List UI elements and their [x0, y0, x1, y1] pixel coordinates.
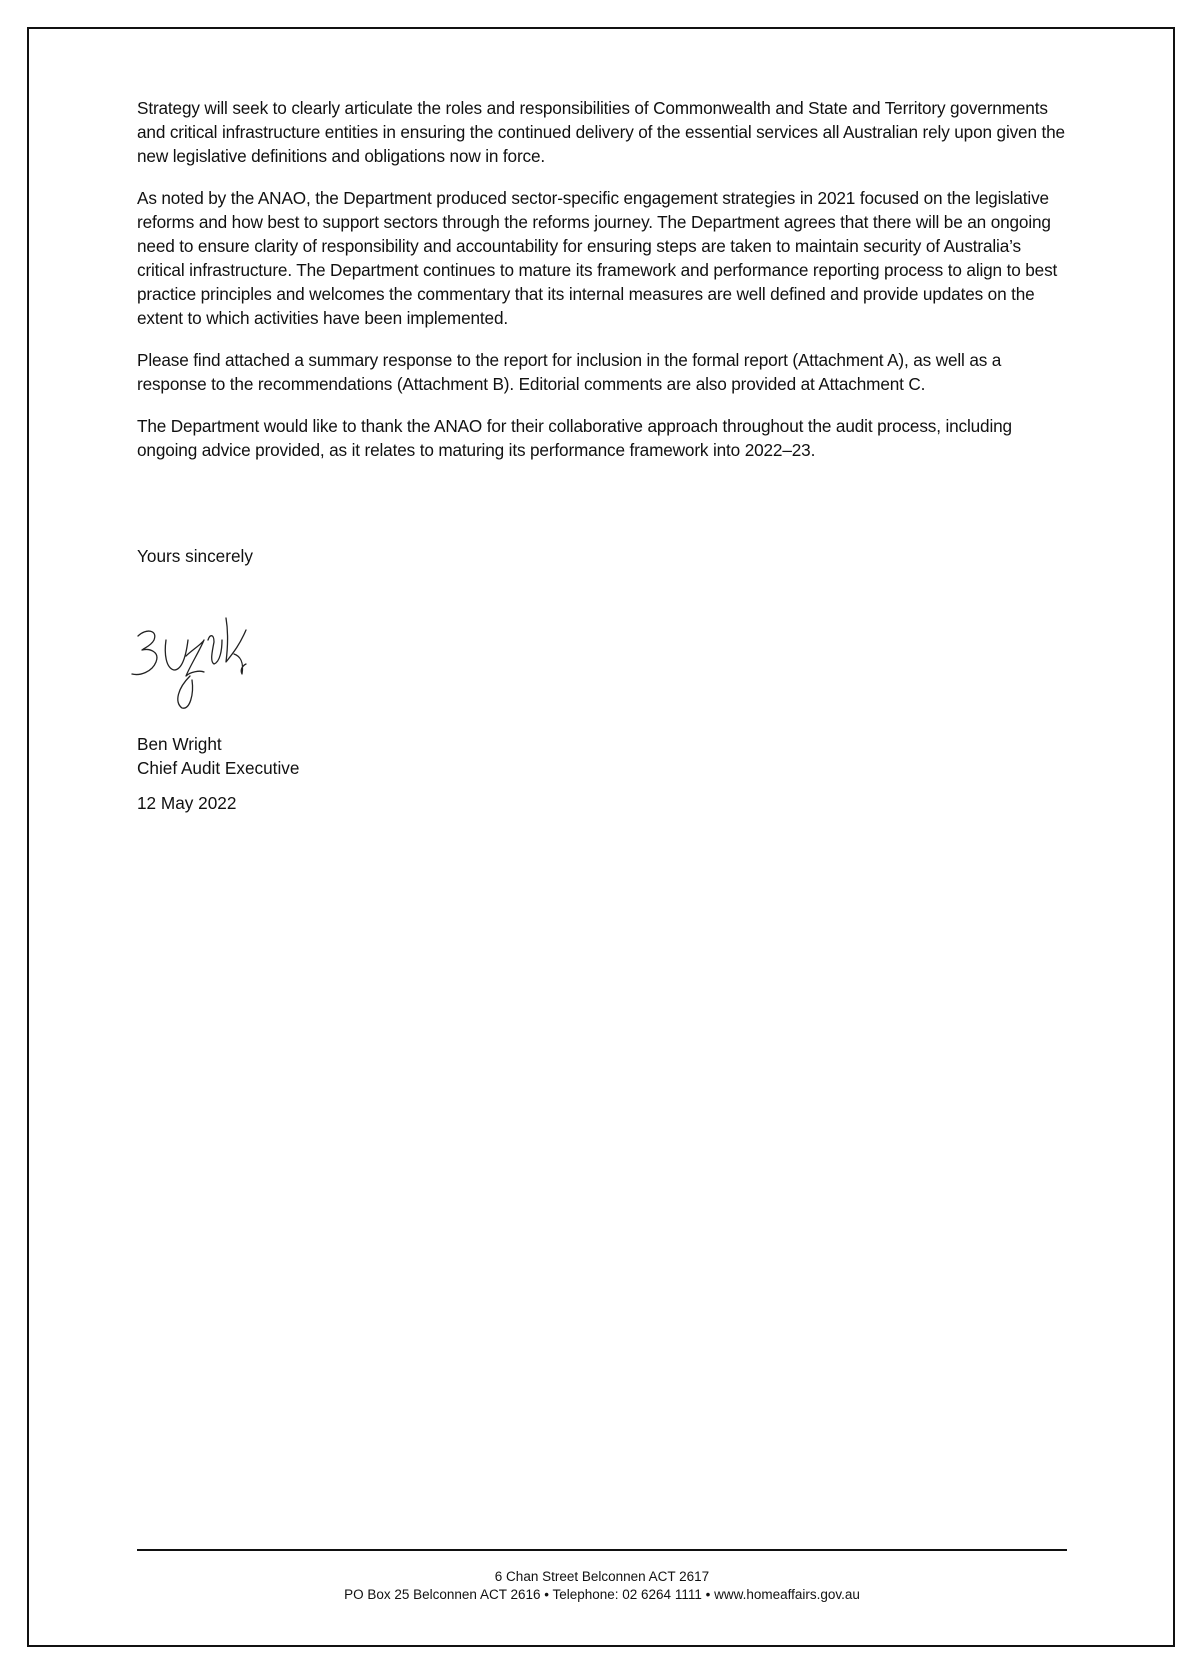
letter-body	[137, 96, 1071, 480]
paragraph-3: Please find attached a summary response to the report for inclusion in the formal report (Attachment A), as well as a response to the recommendations (Attachment B). Editorial comments are also provided at Attachment C.	[137, 350, 1002, 394]
letter-date: 12 May 2022	[137, 793, 237, 813]
paragraph-4: The Department would like to thank the ANAO for their collaborative approach throughout the audit process, including ongoing advice provided, as it relates to maturing its performance framework into 2022–23.	[137, 416, 1012, 460]
footer-divider	[137, 1549, 1067, 1551]
footer-contact: PO Box 25 Belconnen ACT 2616 • Telephone: 02 6264 1111 • www.homeaffairs.gov.au	[344, 1587, 860, 1602]
footer-address: 6 Chan Street Belconnen ACT 2617	[494, 1569, 710, 1584]
signatory-name: Ben Wright	[137, 734, 222, 754]
signatory-title: Chief Audit Executive	[137, 758, 300, 778]
handwritten-signature	[130, 610, 290, 720]
closing-salutation: Yours sincerely	[137, 546, 253, 566]
paragraph-2: As noted by the ANAO, the Department produced sector-specific engagement strategies in 2021 focused on the legislative reforms and how best to support sectors through the reforms journey. The Department agrees that there will be an ongoing need to ensure clarity of responsibility and accountability for ensuring steps are taken to maintain security of Australia’s critical infrastructure. The Department continues to mature its framework and performance reporting process to align to best practice principles and welcomes the commentary that its internal measures are well defined and provide updates on the extent to which activities have been implemented.	[137, 188, 1058, 328]
paragraph-1: Strategy will seek to clearly articulate the roles and responsibilities of Commonwealth and State and Territory governments and critical infrastructure entities in ensuring the continued delivery of the essential services all Australian rely upon given the new legislative definitions and obligations now in force.	[137, 98, 1065, 166]
